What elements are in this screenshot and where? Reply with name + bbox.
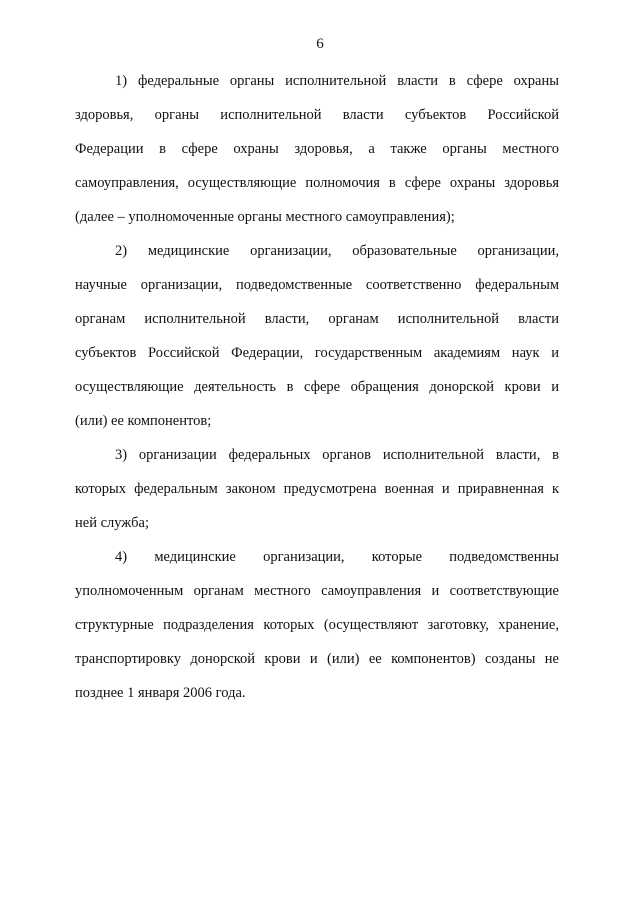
- text-line: (далее – уполномоченные органы местного самоуправления);: [75, 209, 455, 225]
- text-line: 2) медицинские организации, образовательные организации,: [115, 243, 559, 259]
- text-line: научные организации, подведомственные соответственно федеральным: [75, 277, 559, 293]
- text-line: транспортировку донорской крови и (или) ее компонентов) созданы не: [75, 651, 559, 667]
- text-line: органам исполнительной власти, органам исполнительной власти: [75, 311, 559, 327]
- text-line: осуществляющие деятельность в сфере обращения донорской крови и: [75, 379, 559, 395]
- text-line: субъектов Российской Федерации, государственным академиям наук и: [75, 345, 559, 361]
- text-line: структурные подразделения которых (осуществляют заготовку, хранение,: [75, 617, 559, 633]
- text-line: 3) организации федеральных органов исполнительной власти, в: [115, 447, 559, 463]
- document-body: [75, 70, 559, 716]
- text-line: 1) федеральные органы исполнительной власти в сфере охраны: [115, 73, 559, 89]
- text-line: позднее 1 января 2006 года.: [75, 685, 246, 701]
- text-line: 4) медицинские организации, которые подведомственны: [115, 549, 559, 565]
- text-line: (или) ее компонентов;: [75, 413, 212, 429]
- text-line: ней служба;: [75, 515, 149, 531]
- paragraph-2: [75, 240, 559, 444]
- text-line: самоуправления, осуществляющие полномочия в сфере охраны здоровья: [75, 175, 559, 191]
- page-number: 6: [316, 36, 324, 52]
- text-line: Федерации в сфере охраны здоровья, а также органы местного: [75, 141, 559, 157]
- paragraph-4: [75, 546, 559, 716]
- text-line: которых федеральным законом предусмотрена военная и приравненная к: [75, 481, 559, 497]
- paragraph-1: [75, 70, 559, 240]
- text-line: уполномоченным органам местного самоуправления и соответствующие: [75, 583, 559, 599]
- paragraph-3: [75, 444, 559, 546]
- text-line: здоровья, органы исполнительной власти субъектов Российской: [75, 107, 559, 123]
